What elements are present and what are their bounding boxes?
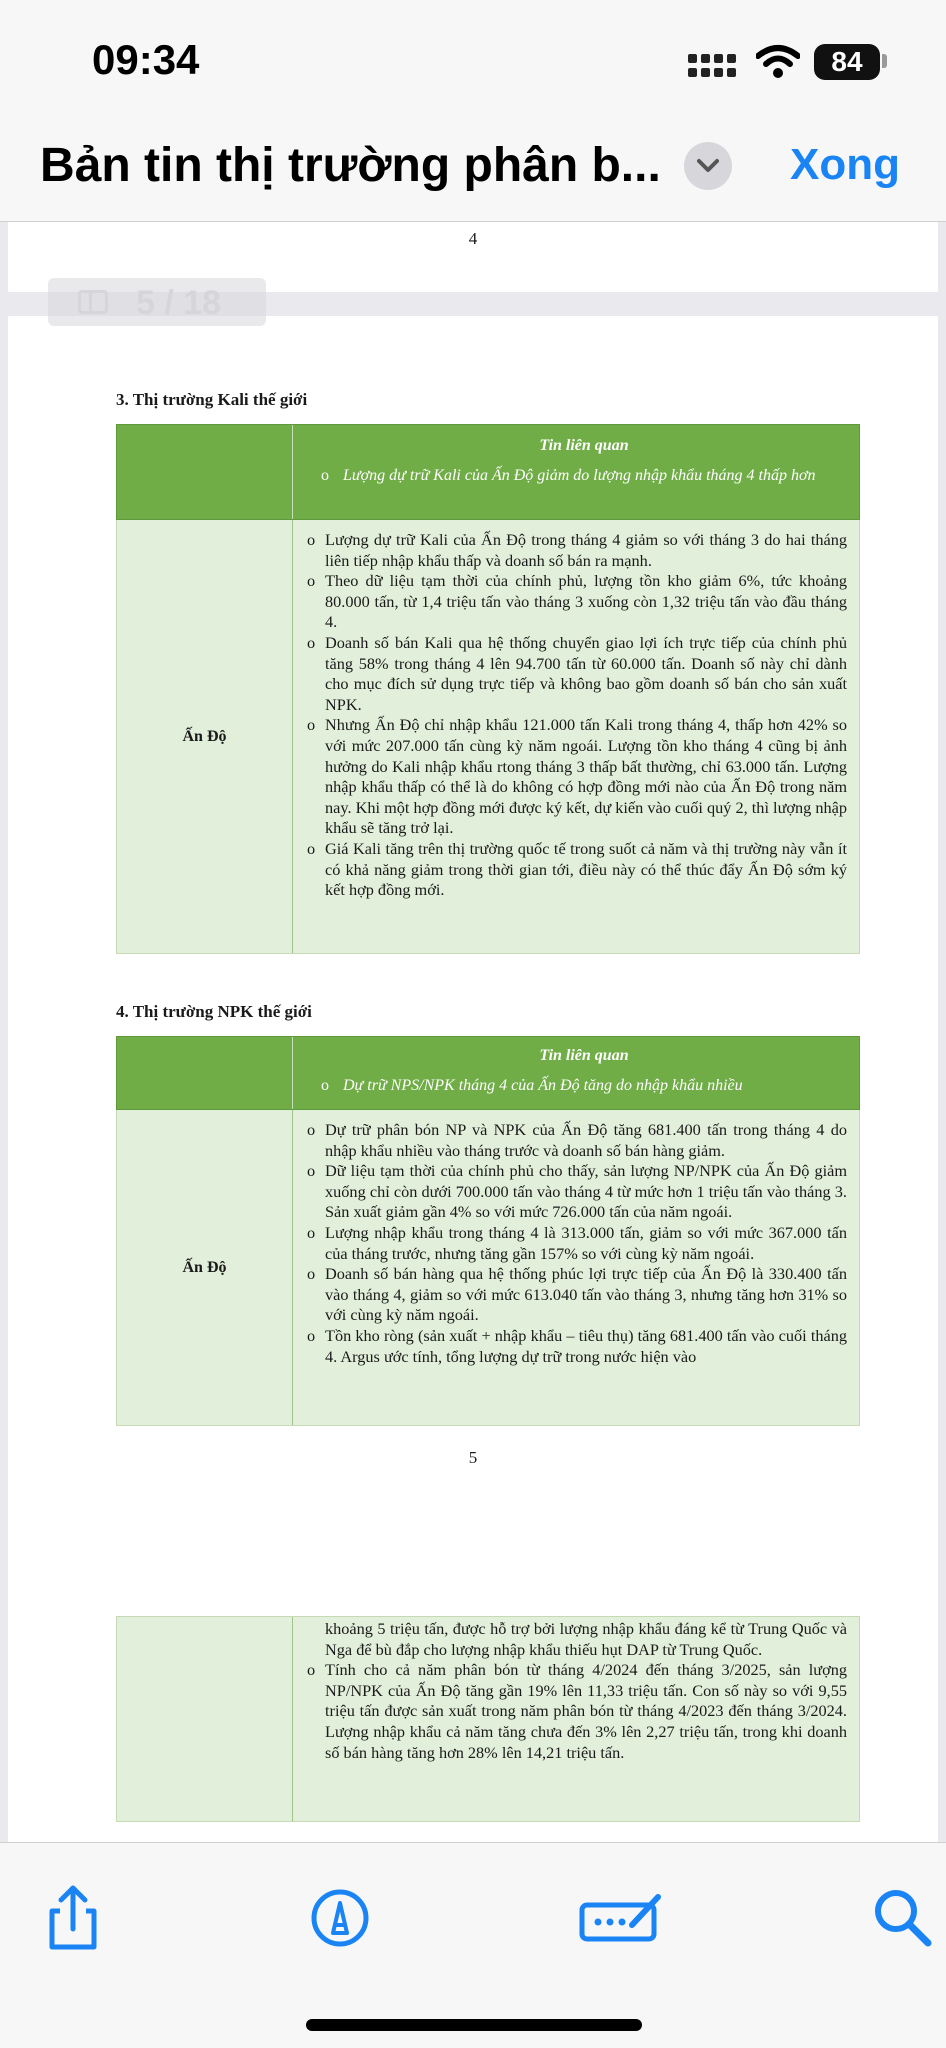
content-cell: [293, 1110, 859, 1425]
page-number: 5: [468, 1448, 478, 1467]
table-header: [116, 1036, 860, 1110]
country-cell: Ấn Độ: [117, 520, 293, 953]
table-row: [116, 1110, 860, 1426]
list-item: o Tính cho cả năm phân bón từ tháng 4/2024 đến tháng 3/2025, sản lượng NP/NPK của Ấn Độ tăng gần 19% lên 11,33 triệu tấn. Con số này so với 9,55 triệu tấn được sản xuất trong năm phân bón từ tháng 4/2023 đến tháng 3/2024. Lượng nhập khẩu cả năm tăng chưa đến 3% lên 2,27 triệu tấn, trong khi doanh số bán hàng tăng hơn 28% lên 14,21 triệu tấn.: [305, 1660, 847, 1763]
sidebar-icon: [78, 290, 108, 314]
form-fill-icon[interactable]: [578, 1883, 668, 1953]
battery-cap: [882, 54, 887, 68]
table-row: [116, 1616, 860, 1822]
page-indicator: [48, 278, 266, 326]
home-indicator: [306, 2019, 642, 2031]
list-item: o Dữ liệu tạm thời của chính phủ cho thấy, sản lượng NP/NPK của Ấn Độ giảm xuống chỉ còn dưới 700.000 tấn vào tháng 4 từ mức hơn 1 triệu tấn vào tháng 3. Sản xuất giảm gần 4% so với mức 726.000 tấn của năm ngoái.: [305, 1161, 847, 1223]
kali-table: [116, 424, 860, 954]
status-time: 09:34: [92, 36, 200, 83]
npk-table-continued: [116, 1616, 860, 1822]
list-item: o Lượng dự trữ Kali của Ấn Độ trong tháng 4 giảm so với tháng 3 do hai tháng liên tiếp nhập khẩu thấp và doanh số bán ra mạnh.: [305, 530, 847, 571]
page-5: [8, 316, 938, 1746]
header-label: Tin liên quan: [539, 1047, 629, 1064]
list-item: o Theo dữ liệu tạm thời của chính phủ, lượng tồn kho giảm 6%, tức khoảng 80.000 tấn, từ 1,4 triệu tấn vào tháng 3 xuống còn 1,32 triệu tấn vào đầu tháng 4.: [305, 571, 847, 633]
title-menu-button[interactable]: [684, 142, 732, 190]
kali-section-title: 3. Thị trường Kali thế giới: [116, 390, 308, 409]
search-icon[interactable]: [868, 1883, 938, 1953]
cellular-signal-icon: [688, 54, 738, 82]
markup-icon[interactable]: [305, 1883, 375, 1953]
header-label: Tin liên quan: [539, 437, 629, 454]
wifi-icon: [756, 44, 800, 80]
list-item: o Doanh số bán Kali qua hệ thống chuyển giao lợi ích trực tiếp của chính phủ tăng 58% trong tháng 4 lên 94.700 tấn từ 60.000 tấn. Doanh số này chỉ dành cho mục đích sử dụng trực tiếp và không bao gồm doanh số bán cho sản xuất NPK.: [305, 633, 847, 715]
content-cell: [293, 1617, 859, 1821]
document-title: Bản tin thị trường phân b...: [40, 139, 661, 192]
done-button[interactable]: Xong: [790, 140, 900, 189]
document-viewer[interactable]: [0, 222, 946, 1842]
list-item: o Lượng nhập khẩu trong tháng 4 là 313.000 tấn, giảm so với mức 367.000 tấn của tháng trước, nhưng tăng gần 157% so với cùng kỳ năm ngoái.: [305, 1223, 847, 1264]
list-item: o Giá Kali tăng trên thị trường quốc tế trong suốt cả năm và thị trường này vẫn ít có khả năng giảm trong thời gian tới, điều này có thể thúc đẩy Ấn Độ sớm ký kết hợp đồng mới.: [305, 839, 847, 901]
navigation-bar: [0, 120, 946, 222]
table-header: [116, 424, 860, 520]
list-item: o Nhưng Ấn Độ chỉ nhập khẩu 121.000 tấn Kali trong tháng 4, thấp hơn 42% so với mức 207.000 tấn cùng kỳ năm ngoái. Lượng tồn kho tháng 4 cũng bị ảnh hưởng do Kali nhập khẩu rtong tháng 3 thấp bất thường, chỉ 63.000 tấn. Lượng nhập khẩu thấp có thể là do không có hợp đồng mới nào của Ấn Độ trong năm nay. Khi một hợp đồng mới được ký kết, dự kiến vào cuối quý 2, thì lượng nhập khẩu sẽ tăng trở lại.: [305, 715, 847, 839]
page-6: [8, 1538, 938, 1842]
list-item-continued: khoảng 5 triệu tấn, được hỗ trợ bởi lượng nhập khẩu đáng kể từ Trung Quốc và Nga để bù đắp cho lượng nhập khẩu thiếu hụt DAP từ Trung Quốc.: [325, 1619, 847, 1659]
table-row: [116, 520, 860, 954]
chevron-down-icon: [696, 156, 720, 176]
country-cell: Ấn Độ: [117, 1110, 293, 1425]
npk-section-title: 4. Thị trường NPK thế giới: [116, 1002, 312, 1021]
status-bar: [0, 0, 946, 120]
battery-indicator: 84: [814, 44, 880, 80]
page-indicator-text: 5 / 18: [136, 284, 222, 322]
list-item: o Doanh số bán hàng qua hệ thống phúc lợi trực tiếp của Ấn Độ là 330.400 tấn vào tháng 4, giảm so với mức 613.040 tấn vào tháng 3, nhưng tăng hơn 31% so với cùng kỳ năm ngoái.: [305, 1264, 847, 1326]
related-news-link[interactable]: o Lượng dự trữ Kali của Ấn Độ giảm do lượng nhập khẩu tháng 4 thấp hơn: [321, 465, 847, 486]
related-news-link[interactable]: o Dự trữ NPS/NPK tháng 4 của Ấn Độ tăng do nhập khẩu nhiều: [321, 1075, 847, 1096]
bottom-toolbar: [0, 1842, 946, 2048]
page-number: 4: [468, 229, 478, 248]
list-item: o Tồn kho ròng (sản xuất + nhập khẩu – tiêu thụ) tăng 681.400 tấn vào cuối tháng 4. Argus ước tính, tổng lượng dự trữ trong nước hiện vào: [305, 1326, 847, 1367]
content-cell: [293, 520, 859, 953]
list-item: o Dự trữ phân bón NP và NPK của Ấn Độ tăng 681.400 tấn trong tháng 4 do nhập khẩu nhiều vào tháng trước và doanh số bán hàng giảm.: [305, 1120, 847, 1161]
share-icon[interactable]: [38, 1883, 108, 1953]
npk-table: [116, 1036, 860, 1426]
